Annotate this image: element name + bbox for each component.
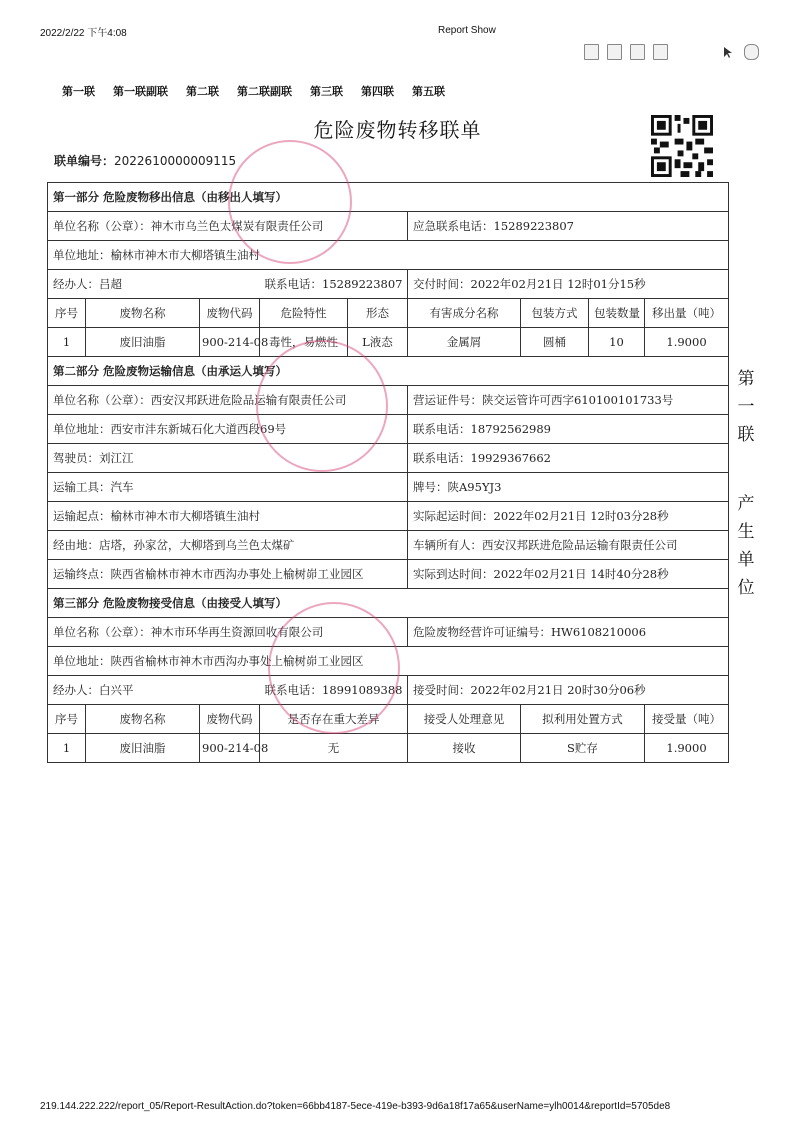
cell: 金属屑 xyxy=(408,328,521,357)
report-app-title: Report Show xyxy=(438,25,496,36)
col-header: 废物名称 xyxy=(86,705,200,734)
form-number-value: 2022610000009115 xyxy=(114,154,237,168)
form-number xyxy=(54,152,236,169)
save-icon[interactable] xyxy=(630,44,645,60)
col-header: 是否存在重大差异 xyxy=(260,705,408,734)
tab-copy-5[interactable]: 第五联 xyxy=(412,85,445,98)
part2-phone2: 联系电话：19929367662 xyxy=(408,444,729,473)
side-char: 单 xyxy=(737,550,755,570)
part1-unit: 单位名称（公章）：神木市乌兰色太煤炭有限责任公司 xyxy=(48,212,408,241)
tab-copy-1[interactable]: 第一联 xyxy=(62,85,95,98)
cell: 1.9000 xyxy=(645,328,729,357)
col-header: 废物代码 xyxy=(200,299,260,328)
side-label-producer xyxy=(736,490,756,602)
side-char: 第 xyxy=(737,369,755,389)
side-char: 生 xyxy=(737,522,755,542)
part3-handler-phone: 联系电话：18991089388 xyxy=(260,676,408,705)
table-row xyxy=(48,328,729,357)
page-icon[interactable] xyxy=(653,44,668,60)
side-char: 产 xyxy=(737,494,755,514)
part1-address: 单位地址：榆林市神木市大柳塔镇生油村 xyxy=(48,241,729,270)
part2-plate: 牌号：陕A95YJ3 xyxy=(408,473,729,502)
part1-handler: 经办人：吕超 xyxy=(48,270,260,299)
copy-tabs xyxy=(62,83,463,99)
col-header: 序号 xyxy=(48,705,86,734)
part2-end: 运输终点：陕西省榆林市神木市西沟办事处上榆树峁工业园区 xyxy=(48,560,408,589)
side-char: 一 xyxy=(737,397,755,417)
tab-copy-4[interactable]: 第四联 xyxy=(361,85,394,98)
part2-via: 经由地：店塔，孙家岔，大柳塔到乌兰色太煤矿 xyxy=(48,531,408,560)
part2-phone1: 联系电话：18792562989 xyxy=(408,415,729,444)
side-char: 联 xyxy=(737,425,755,445)
cell: 废旧油脂 xyxy=(86,328,200,357)
cell: L液态 xyxy=(348,328,408,357)
footer-url: 219.144.222.222/report_05/Report-ResultAction.do?token=66bb4187-5ece-419e-b393-9d6a18f17a65&userName=ylh0014&reportId=5705de8 xyxy=(40,1101,671,1112)
col-header: 移出量（吨） xyxy=(645,299,729,328)
cursor-icon xyxy=(724,44,732,58)
col-header: 拟利用处置方式 xyxy=(521,705,645,734)
part2-heading: 第二部分 危险废物运输信息（由承运人填写） xyxy=(48,357,729,386)
cell: 900-214-08 xyxy=(200,734,260,763)
cell: 1 xyxy=(48,328,86,357)
part1-handler-phone: 联系电话：15289223807 xyxy=(260,270,408,299)
part3-column-headers xyxy=(48,705,729,734)
print-datetime: 2022/2/22 下午4:08 xyxy=(40,28,127,39)
document-title: 危险废物转移联单 xyxy=(313,118,482,142)
cell: 1.9000 xyxy=(645,734,729,763)
part2-start: 运输起点：榆林市神木市大柳塔镇生油村 xyxy=(48,502,408,531)
cell: S贮存 xyxy=(521,734,645,763)
part2-owner: 车辆所有人：西安汉邦跃进危险品运输有限责任公司 xyxy=(408,531,729,560)
part2-license: 营运证件号：陕交运管许可西字610100101733号 xyxy=(408,386,729,415)
part1-column-headers xyxy=(48,299,729,328)
col-header: 包装数量 xyxy=(589,299,645,328)
part2-vehicle: 运输工具：汽车 xyxy=(48,473,408,502)
part1-heading: 第一部分 危险废物移出信息（由移出人填写） xyxy=(48,183,729,212)
part1-handover-time: 交付时间：2022年02月21日 12时01分15秒 xyxy=(408,270,729,299)
col-header: 序号 xyxy=(48,299,86,328)
part1-emergency-phone: 应急联系电话：15289223807 xyxy=(408,212,729,241)
side-label-copy xyxy=(736,365,756,449)
cell: 无 xyxy=(260,734,408,763)
part3-permit: 危险废物经营许可证编号：HW6108210006 xyxy=(408,618,729,647)
print-icon[interactable] xyxy=(584,44,599,60)
col-header: 废物名称 xyxy=(86,299,200,328)
part2-end-time: 实际到达时间：2022年02月21日 14时40分28秒 xyxy=(408,560,729,589)
part2-address: 单位地址：西安市沣东新城石化大道西段69号 xyxy=(48,415,408,444)
cell: 圆桶 xyxy=(521,328,589,357)
manifest-table xyxy=(47,182,729,763)
col-header: 危险特性 xyxy=(260,299,348,328)
cell: 废旧油脂 xyxy=(86,734,200,763)
form-number-label: 联单编号： xyxy=(54,154,115,168)
cell: 900-214-08 xyxy=(200,328,260,357)
col-header: 包装方式 xyxy=(521,299,589,328)
tab-copy-2-sub[interactable]: 第二联副联 xyxy=(237,85,292,98)
part2-start-time: 实际起运时间：2022年02月21日 12时03分28秒 xyxy=(408,502,729,531)
cell: 1 xyxy=(48,734,86,763)
cell: 接收 xyxy=(408,734,521,763)
part3-unit: 单位名称（公章）：神木市环华再生资源回收有限公司 xyxy=(48,618,408,647)
export-icon[interactable] xyxy=(607,44,622,60)
part3-handler: 经办人：白兴平 xyxy=(48,676,260,705)
qr-code-icon xyxy=(651,115,713,177)
tab-copy-1-sub[interactable]: 第一联副联 xyxy=(113,85,168,98)
part2-driver: 驾驶员：刘江江 xyxy=(48,444,408,473)
part2-unit: 单位名称（公章）：西安汉邦跃进危险品运输有限责任公司 xyxy=(48,386,408,415)
part3-heading: 第三部分 危险废物接受信息（由接受人填写） xyxy=(48,589,729,618)
part3-receive-time: 接受时间：2022年02月21日 20时30分06秒 xyxy=(408,676,729,705)
tab-copy-2[interactable]: 第二联 xyxy=(186,85,219,98)
cell: 10 xyxy=(589,328,645,357)
col-header: 接受人处理意见 xyxy=(408,705,521,734)
col-header: 接受量（吨） xyxy=(645,705,729,734)
cell: 毒性，易燃性 xyxy=(260,328,348,357)
col-header: 有害成分名称 xyxy=(408,299,521,328)
table-row xyxy=(48,734,729,763)
part3-address: 单位地址：陕西省榆林市神木市西沟办事处上榆树峁工业园区 xyxy=(48,647,729,676)
side-char: 位 xyxy=(737,578,755,598)
tab-copy-3[interactable]: 第三联 xyxy=(310,85,343,98)
camera-icon[interactable] xyxy=(744,44,759,60)
col-header: 废物代码 xyxy=(200,705,260,734)
col-header: 形态 xyxy=(348,299,408,328)
